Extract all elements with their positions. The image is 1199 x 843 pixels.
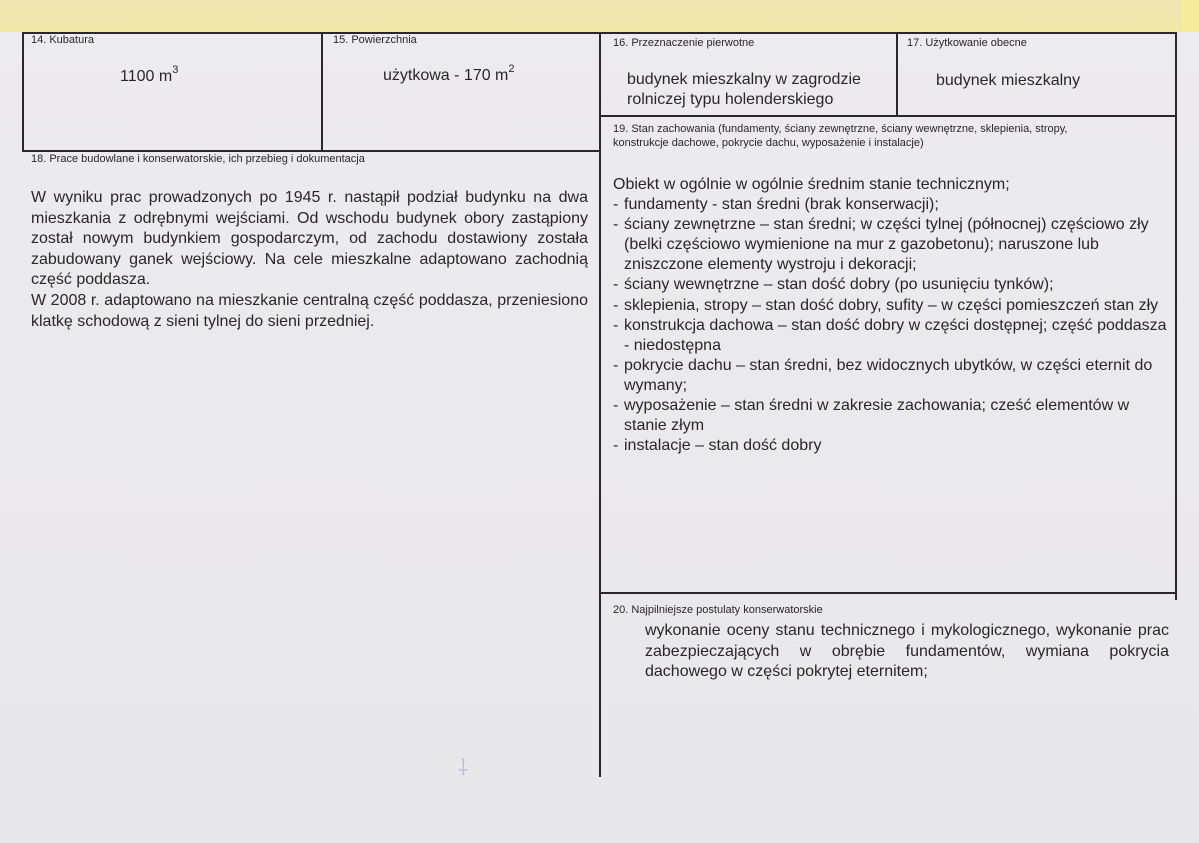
field-18-label: 18. Prace budowlane i konserwatorskie, ich przebieg i dokumentacja xyxy=(31,153,365,165)
field-19-label: 19. Stan zachowania (fundamenty, ściany zewnętrzne, ściany wewnętrzne, sklepienia, stropy, konstrukcje dachowe, pokrycie dachu, wyposażenie i instalacje) xyxy=(613,123,1068,149)
divider-15-16 xyxy=(599,32,601,777)
list-item: - ściany wewnętrzne – stan dość dobry (po usunięciu tynków); xyxy=(613,276,1054,294)
divider-16-17 xyxy=(896,32,898,116)
field-16-label: 16. Przeznaczenie pierwotne xyxy=(613,37,755,49)
field-19-intro: Obiekt w ogólnie w ogólnie średnim stanie technicznym; xyxy=(613,176,1010,193)
left-border-line xyxy=(22,32,24,150)
row-line-19-20 xyxy=(600,592,1177,594)
list-item: - ściany zewnętrzne – stan średni; w części tylnej (północnej) częściowo zły (belki częściowo wymienione na mur z gazobetonu); naruszone lub zniszczone elementy wystroju i dekoracji; xyxy=(613,216,1149,274)
field-14-value: 1100 $m^3$ xyxy=(120,64,179,85)
field-17-value: budynek mieszkalny xyxy=(936,72,1081,89)
field-18-paragraph: W wyniku prac prowadzonych po 1945 r. nastąpił podział budynku na dwa mieszkania z odrębnymi wejściami. Od wschodu budynek obory zastąpiony został nowym budynkiem gospodarczym, od zachodu dostawiony została zabudowany ganek wejściowy. Na cele mieszkalne adaptowano zachodnią część poddasza. xyxy=(31,189,588,289)
list-item: - fundamenty - stan średni (brak konserwacji); xyxy=(613,196,939,214)
faint-stamp-mark-icon: ⸸ xyxy=(458,755,469,780)
field-20-label: 20. Najpilniejsze postulaty konserwatorskie xyxy=(613,604,823,616)
field-16-value: budynek mieszkalny w zagrodzie rolniczej typu holenderskiego xyxy=(627,71,861,108)
list-item: - pokrycie dachu – stan średni, bez widocznych ubytków, w części eternit do wymany; xyxy=(613,356,1153,394)
right-edge-strip xyxy=(1181,0,1199,32)
right-border-line xyxy=(1175,32,1177,600)
field-15-value: użytkowa - 170 $m^2$ xyxy=(383,63,515,84)
list-item: - instalacje – stan dość dobry xyxy=(613,437,822,455)
field-14-label: 14. Kubatura xyxy=(31,34,94,46)
list-item: - sklepienia, stropy – stan dość dobry, sufity – w części pomieszczeń stan zły xyxy=(613,296,1159,314)
row-line-16-19 xyxy=(600,115,1177,117)
field-18-paragraph: W 2008 r. adaptowano na mieszkanie centralną część poddasza, przeniesiono klatkę schodową z sieni tylnej do sieni przedniej. xyxy=(31,291,588,330)
field-15-label: 15. Powierzchnia xyxy=(333,34,417,46)
row-line-14-18 xyxy=(22,150,601,152)
field-18-text xyxy=(31,188,588,332)
divider-14-15 xyxy=(321,32,323,150)
list-item: - konstrukcja dachowa – stan dość dobry w części dostępnej; część poddasza - niedostępna xyxy=(613,316,1167,354)
field-19-list xyxy=(613,175,1168,456)
field-17-label: 17. Użytkowanie obecne xyxy=(907,37,1027,49)
field-20-text: wykonanie oceny stanu technicznego i mykologicznego, wykonanie prac zabezpieczających w obrębie fundamentów, wymiana pokrycia dachowego w części pokrytej eternitem; xyxy=(645,622,1169,680)
list-item: - wyposażenie – stan średni w zakresie zachowania; cześć elementów w stanie złym xyxy=(613,397,1130,435)
top-yellow-band xyxy=(0,0,1199,32)
